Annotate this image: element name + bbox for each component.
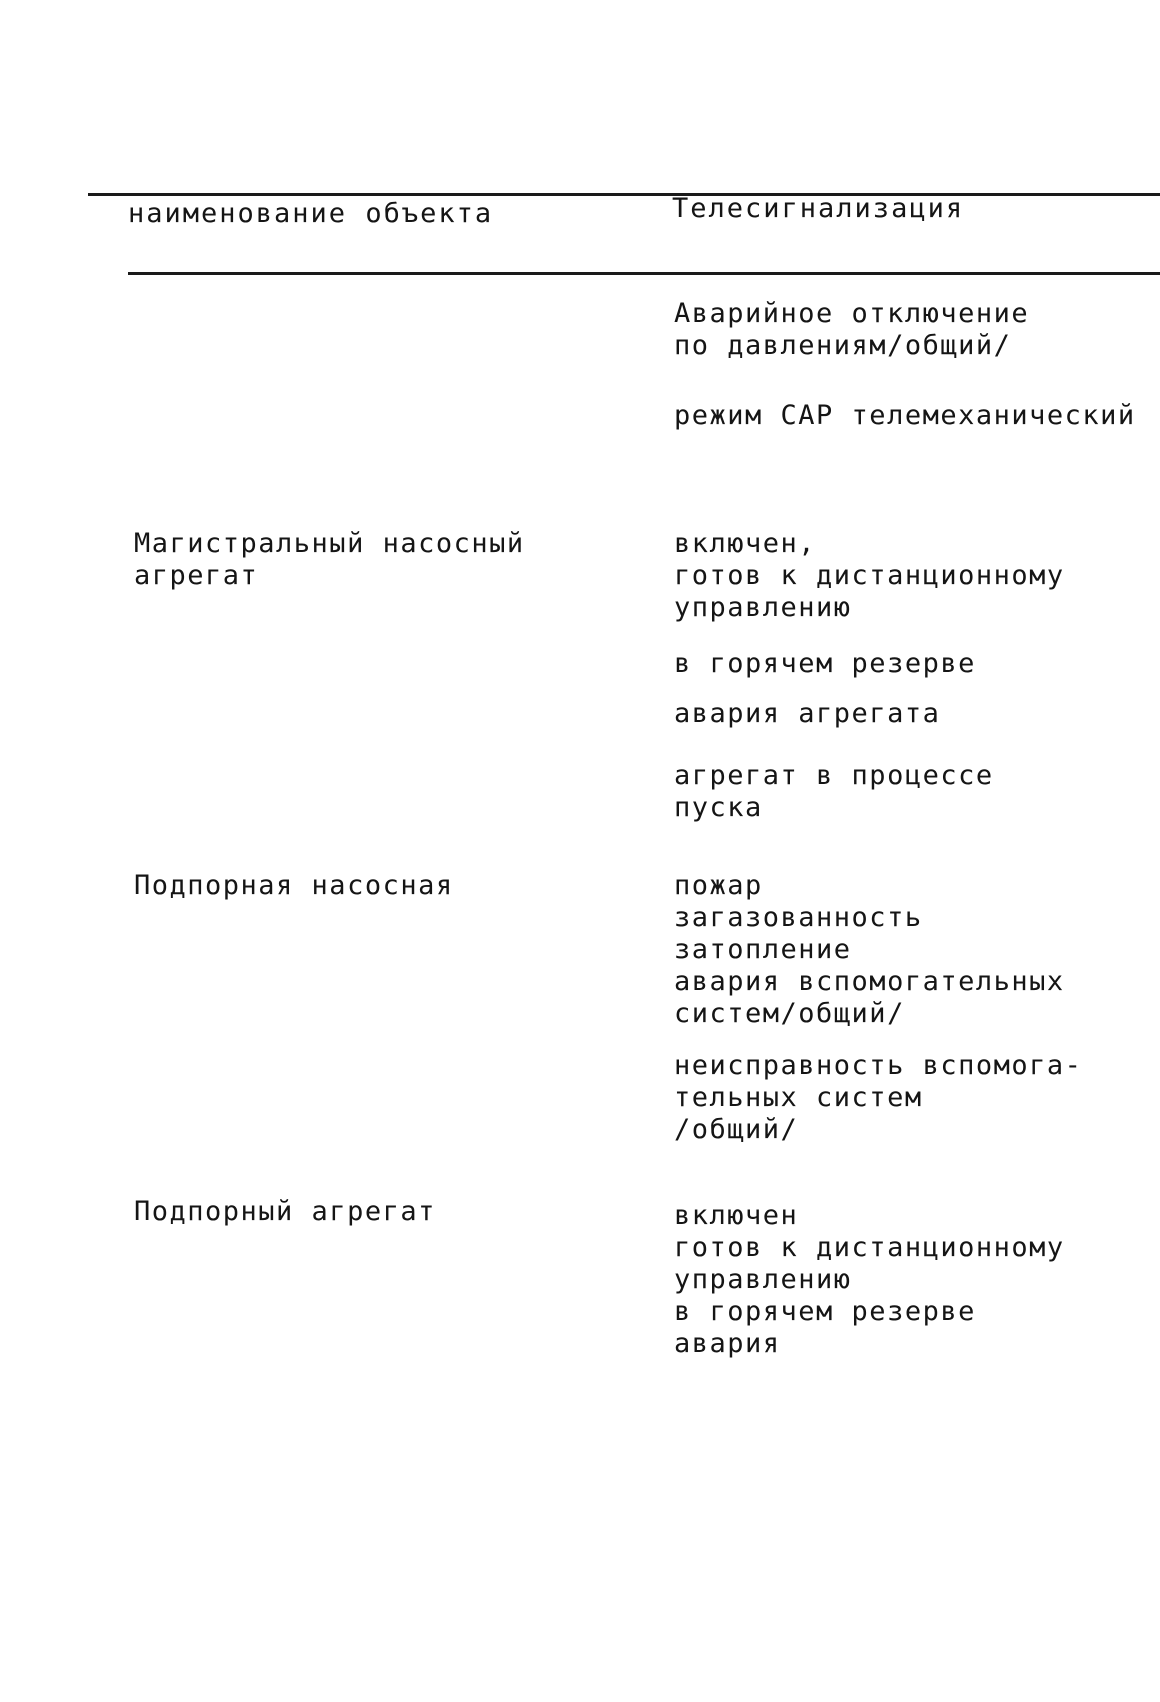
signal-item: в горячем резерве bbox=[674, 648, 976, 679]
signal-item: Аварийное отключение по давлениям/общий/ bbox=[674, 298, 1030, 361]
signal-item: неисправность вспомога- тельных систем /общий/ bbox=[674, 1050, 1083, 1145]
signal-item: включен, готов к дистанционному управлению bbox=[674, 528, 1065, 623]
signal-item: авария агрегата bbox=[674, 698, 941, 729]
column-header-signal: Телесигнализация bbox=[672, 193, 965, 224]
object-name: Подпорный агрегат bbox=[134, 1196, 436, 1227]
object-name: Подпорная насосная bbox=[134, 870, 454, 901]
column-header-object: наименование объекта bbox=[128, 198, 494, 229]
table-top-rule bbox=[88, 193, 1160, 196]
signal-item: агрегат в процессе пуска bbox=[674, 760, 994, 823]
signal-item: режим САР телемеханический bbox=[674, 400, 1136, 431]
header-bottom-rule bbox=[128, 272, 1160, 275]
signal-item: включен готов к дистанционному управлению в горячем резерве авария bbox=[674, 1200, 1065, 1359]
signal-item: пожар загазованность затопление авария вспомогательных систем/общий/ bbox=[674, 870, 1065, 1029]
object-name: Магистральный насосный агрегат bbox=[134, 528, 525, 591]
